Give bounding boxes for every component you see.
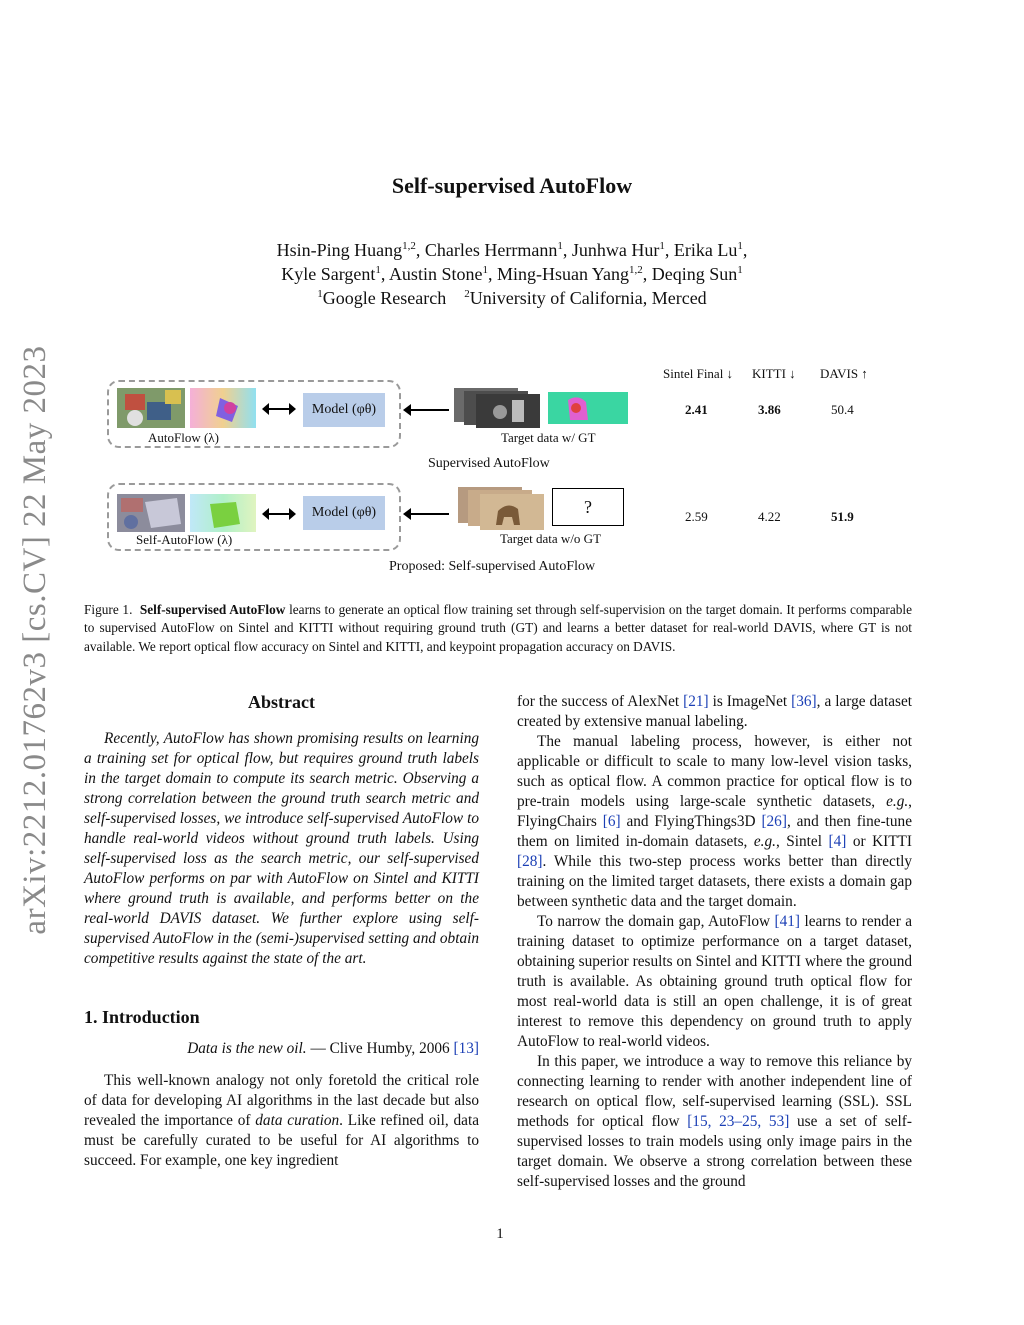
citation-link[interactable]: [28] (517, 853, 543, 870)
abstract-text: Recently, AutoFlow has shown promising results on learning a training set for optical flow, but requires ground truth labels in the target domain to compute its search metric. Observing a strong correlation between the ground truth search metric and self-supervised losses, we introduce self-supervised AutoFlow to handle real-world videos without ground truth labels. Using self-supervised loss as the search metric, our self-supervised AutoFlow performs on par with AutoFlow on Sintel and KITTI where ground truth is available, and performs better on the real-world DAVIS dataset. We further explore using self-supervised AutoFlow in the (semi-)supervised setting and obtain competitive results against the state of the art. (84, 730, 479, 967)
autoflow-image-thumbnail (117, 388, 185, 428)
right-column (517, 692, 912, 1192)
table-cell: 2.41 (685, 402, 708, 417)
table-cell: 3.86 (758, 402, 781, 417)
affiliations: $^1$Google Research $^2$University of California, Merced (317, 288, 707, 308)
intro-paragraph-3: To narrow the domain gap, AutoFlow [41] learns to render a training dataset to optimize performance on a target dataset, obtaining superior results on Sintel and KITTI where the ground truth is available. As obtaining ground truth optical flow for most real-world data is still an open challenge, it is of great interest to remove this dependency on ground truth to apply AutoFlow to real-world videos. (517, 913, 913, 1050)
citation-link[interactable]: [41] (774, 913, 801, 930)
left-arrow-top (403, 403, 449, 417)
figure-caption: Figure 1. Self-supervised AutoFlow learns to generate an optical flow training set through self-supervision on the target domain. It performs comparable to supervised AutoFlow on Sintel and KITTI without requiring ground truth (GT) and learns a better dataset for real-world DAVIS, where GT is not available. We report optical flow accuracy on Sintel and KITTI, and keypoint propagation accuracy on DAVIS. (84, 602, 912, 654)
model-box-bottom: Model (φθ) (303, 496, 385, 530)
table-cell: 4.22 (758, 509, 781, 524)
left-column (84, 692, 479, 1171)
target-frames-without-gt (458, 487, 546, 531)
table-cell: 2.59 (685, 509, 708, 524)
supervised-autoflow-caption: Supervised AutoFlow (428, 456, 550, 471)
table-header-kitti: KITTI ↓ (752, 366, 796, 381)
arxiv-stamp: arXiv:2212.01762v3 [cs.CV] 22 May 2023 (17, 345, 53, 935)
citation-link[interactable]: [13] (453, 1040, 479, 1057)
authors-line-2: Kyle Sargent$^1$, Austin Stone$^1$, Ming-Hsuan Yang$^{1,2}$, Deqing Sun$^1$ (281, 264, 743, 284)
table-cell: 50.4 (831, 402, 854, 417)
target-without-gt-label: Target data w/o GT (500, 531, 602, 546)
self-autoflow-flow-thumbnail (190, 494, 256, 532)
autoflow-flow-thumbnail (190, 388, 256, 428)
citation-link[interactable]: [15, 23–25, 53] (687, 1113, 790, 1130)
left-arrow-bottom (403, 507, 449, 521)
figure-1 (0, 0, 1024, 600)
page-number: 1 (496, 1226, 504, 1242)
abstract-heading: Abstract (248, 692, 315, 712)
proposed-caption: Proposed: Self-supervised AutoFlow (389, 559, 596, 574)
target-with-gt-label: Target data w/ GT (501, 430, 596, 445)
model-box-top: Model (φθ) (303, 393, 385, 427)
intro-heading: 1. Introduction (84, 1007, 200, 1027)
bidirectional-arrow-bottom (262, 507, 296, 521)
bidirectional-arrow-top (262, 402, 296, 416)
self-autoflow-image-thumbnail (117, 494, 185, 532)
citation-link[interactable]: [26] (761, 813, 787, 830)
intro-paragraph-1: This well-known analogy not only foretold the critical role of data for developing AI algorithms in the last decade but also revealed the importance of data curation. Like refined oil, data must be carefully curated to be useful for AI algorithms to succeed. For example, one key ingredient (84, 1072, 479, 1169)
self-autoflow-label: Self-AutoFlow (λ) (136, 532, 233, 547)
citation-link[interactable]: [36] (791, 693, 817, 710)
target-frames-with-gt (454, 388, 542, 428)
citation-link[interactable]: [6] (602, 813, 621, 830)
intro-paragraph-4: In this paper, we introduce a way to remove this reliance by connecting learning to render with another independent line of research on optical flow, self-supervised learning (SSL). SSL methods for optical flow [15, 23–25, 53] use a set of self-supervised losses to train models using only image pairs in the target domain. We observe a strong correlation between these self-supervised losses and the ground (517, 1053, 912, 1190)
paper-title: Self-supervised AutoFlow (391, 173, 633, 198)
intro-paragraph-2: The manual labeling process, however, is either not applicable or difficult to scale to many low-level vision tasks, such as optical flow. A common practice for optical flow is to pre-train models using large-scale synthetic datasets, e.g., FlyingChairs [6] and FlyingThings3D [26], and then fine-tune them on limited in-domain datasets, e.g., Sintel [4] or KITTI [28]. While this two-step process works better than directly training on the limited target datasets, there exists a domain gap between synthetic data and the target domain. (517, 733, 912, 910)
epigraph: Data is the new oil. — Clive Humby, 2006 [13] (187, 1040, 479, 1057)
autoflow-label: AutoFlow (λ) (148, 430, 219, 445)
table-cell: 51.9 (831, 509, 854, 524)
unknown-gt-box: ? (552, 488, 624, 526)
target-gt-flow-thumbnail (548, 392, 628, 424)
table-header-davis: DAVIS ↑ (820, 366, 868, 381)
citation-link[interactable]: [4] (828, 833, 847, 850)
table-header-sintel: Sintel Final ↓ (663, 366, 734, 381)
authors-line-1: Hsin-Ping Huang$^{1,2}$, Charles Herrmann$^1$, Junhwa Hur$^1$, Erika Lu$^1$, (276, 240, 748, 260)
intro-paragraph-continued: for the success of AlexNet [21] is ImageNet [36], a large dataset created by extensive manual labeling. (517, 693, 912, 730)
citation-link[interactable]: [21] (683, 693, 709, 710)
